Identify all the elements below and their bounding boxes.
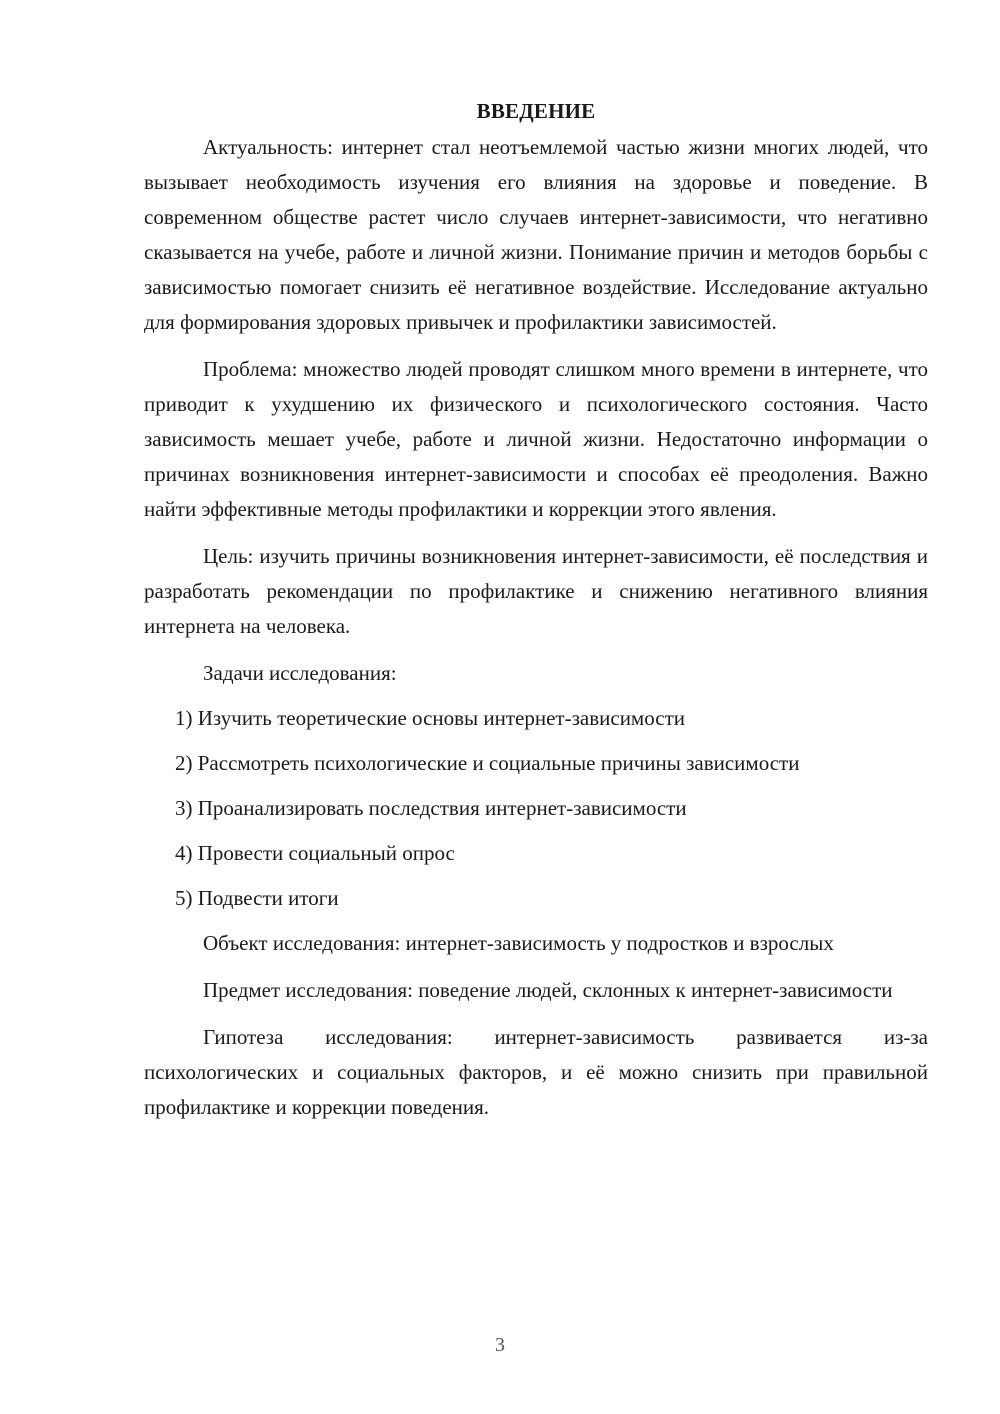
problem-paragraph: Проблема: множество людей проводят слишком много времени в интернете, что приводит к ухудшению их физического и психологического состояния. Часто зависимость мешает учебе, работе и личной жизни. Недостаточно информации о причинах возникновения интернет-зависимости и способах её преодоления. Важно найти эффективные методы профилактики и коррекции этого явления. [144, 357, 928, 521]
tasks-heading: Задачи исследования: [203, 661, 397, 685]
page-title: ВВЕДЕНИЕ [476, 99, 596, 123]
task-item: 5) Подвести итоги [175, 886, 339, 910]
object-paragraph: Объект исследования: интернет-зависимость у подростков и взрослых [203, 931, 834, 955]
page-number: 3 [495, 1334, 505, 1356]
task-item: 1) Изучить теоретические основы интернет-зависимости [175, 706, 685, 730]
task-item: 4) Провести социальный опрос [175, 841, 455, 865]
document-page [144, 96, 928, 1137]
goal-paragraph: Цель: изучить причины возникновения интернет-зависимости, её последствия и разработать рекомендации по профилактике и снижению негативного влияния интернета на человека. [144, 544, 928, 638]
task-item: 3) Проанализировать последствия интернет-зависимости [175, 796, 687, 820]
subject-paragraph: Предмет исследования: поведение людей, склонных к интернет-зависимости [203, 978, 893, 1002]
relevance-paragraph: Актуальность: интернет стал неотъемлемой частью жизни многих людей, что вызывает необходимость изучения его влияния на здоровье и поведение. В современном обществе растет число случаев интернет-зависимости, что негативно сказывается на учебе, работе и личной жизни. Понимание причин и методов борьбы с зависимостью помогает снизить её негативное воздействие. Исследование актуально для формирования здоровых привычек и профилактики зависимостей. [144, 135, 928, 334]
tasks-list [144, 701, 928, 916]
task-item: 2) Рассмотреть психологические и социальные причины зависимости [175, 751, 800, 775]
hypothesis-paragraph: Гипотеза исследования: интернет-зависимость развивается из-за психологических и социальных факторов, и её можно снизить при правильной профилактике и коррекции поведения. [144, 1025, 928, 1119]
